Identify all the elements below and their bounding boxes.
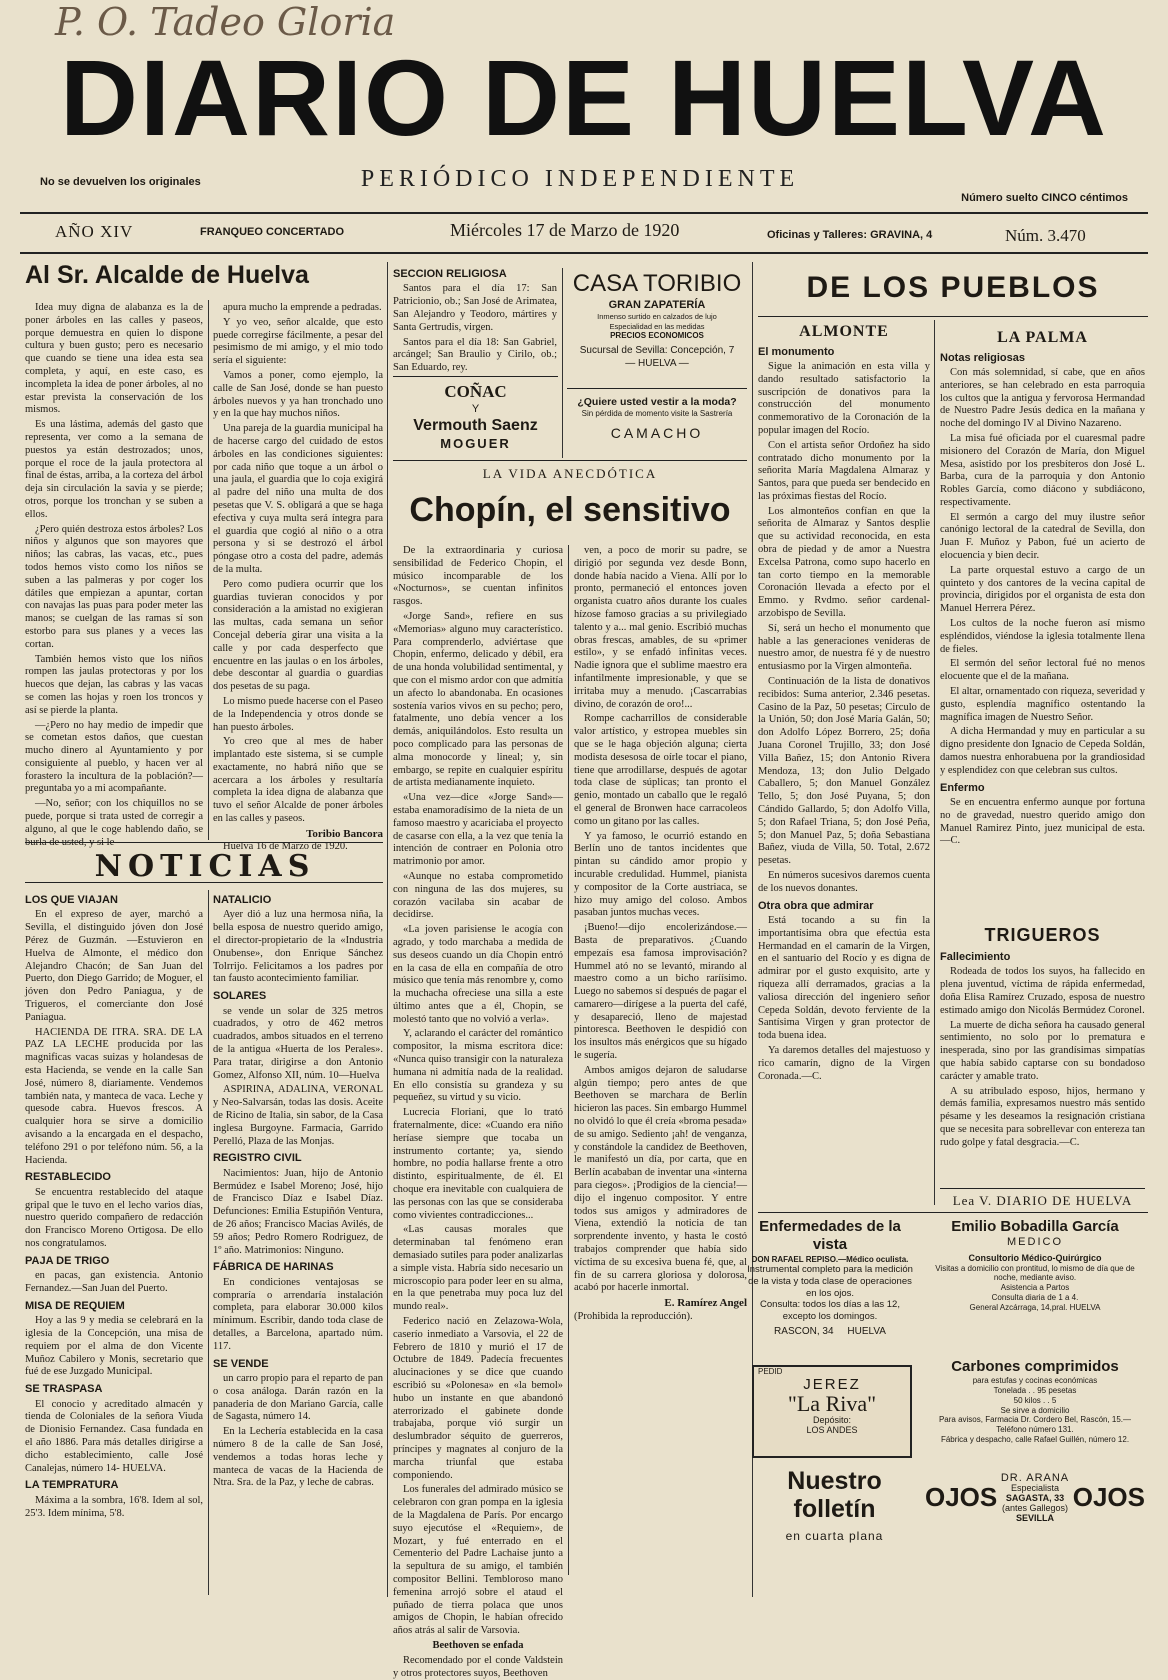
conac-ad (393, 382, 558, 454)
religiosa-section (393, 268, 557, 373)
palma-section (940, 328, 1145, 928)
arana-center (1001, 1472, 1069, 1524)
paragraph: El sermón a cargo del muy ilustre señor canónigo lectoral de la catedral de Sevilla, don Juan F. Muñoz y Pabon, fué un acierto de elocuencia y bien decir. (940, 511, 1145, 562)
carbones-line1: para estufas y cocinas económicas (972, 1376, 1098, 1386)
vista-ad (745, 1218, 915, 1358)
news-text: En la Lechería establecida en la casa número 8 de la calle de San José, vendemos a todas horas leche y manteca de vacas de la Hacienda de Ntra. Sra. de la Paz, y leche de cabras. (213, 1426, 383, 1489)
alcalde-col1 (25, 302, 203, 848)
paragraph: «La joven parisiense le acogía con agrado, y todo marchaba a medida de sus deseos cuando un día Chopin entró en la casa de ella en compañía de otro músico que tenía más renombre y, como la muchacha ofreciese una silla a este último antes que a él, Chopin, se molestó tanto que no volvió a verla». (393, 924, 563, 1025)
conac-line1: COÑAC (444, 382, 507, 401)
toribio-line1: Inmenso surtido en calzados de lujo (597, 312, 717, 322)
paragraph: Y, aclarando el carácter del romántico compositor, la misma escritora dice: «Nunca quiso transigir con la naturaleza humana ni admitía nada de la realidad. En ello consistía su grandeza y su pequeñez, su virtud y su vicio. (393, 1028, 563, 1104)
camacho-ad (567, 396, 747, 456)
chopin-signature: E. Ramírez Angel (664, 1297, 747, 1310)
noticias-col2 (213, 890, 383, 1595)
toribio-line3: PRECIOS ECONOMICOS (610, 330, 704, 340)
paragraph: Yo creo que al mes de haber implantado este sistema, si se cumple exactamente, no habrá niño que se acercara a los árboles y resultaría completa la idea digna de alabanza que tuvo el señor Alcalde de poner árboles en las calles y paseos. (213, 736, 383, 825)
news-heading: REGISTRO CIVIL (213, 1152, 302, 1165)
conac-line4: MOGUER (440, 435, 511, 451)
bobadilla-line5: General Azcárraga, 14,pral. HUELVA (969, 1302, 1101, 1312)
issue-year: AÑO XIV (55, 222, 134, 241)
news-text: Ayer dió a luz una hermosa niña, la bella esposa de nuestro querido amigo, el director-propietario de la «Industria Onubense», don Enrique Sánchez Tolrrijo. Felicitamos a los padres por tan fausto acontecimiento familiar. (213, 909, 383, 985)
office-address: Oficinas y Talleres: GRAVINA, 4 (767, 229, 933, 241)
news-text: En el expreso de ayer, marchó a Sevilla, el distinguido jóven don José Pérez de Guzmán. —Estuvieron en Huelva de Almonte, el médico don Alejandro Chacón; de San Juan del Puerto, don Diego Garrido; de Moguer, el jóven don Pedro Paniagua, y de Trigueros, el comerciante don José Paniagua. (25, 909, 203, 1023)
carbones-line2: Tonelada . . 95 pesetas (993, 1386, 1077, 1396)
news-heading: PAJA DE TRIGO (25, 1254, 110, 1267)
trigueros-subtitle: Fallecimiento (940, 950, 1011, 963)
noticias-rule-top (25, 842, 383, 843)
chopin-repro-note: (Prohibida la reproducción). (574, 1310, 693, 1322)
paragraph: Rompe cacharrillos de considerable valor artístico, y estropea muebles sin que se le haga objeción alguna; cierta modista desesosa de oírle tocar el piano, tiene que arrodillarse, después de agotar toda clase de súplicas; tan pronto el genio, montado un caballo que le regaló el general de Bronwen hace carracoleos como un gitano por las calles. (574, 713, 747, 827)
paragraph: ¿Pero quién destroza estos árboles? Los niños y algunos que son mayores que niños; las cabras, las vacas, etc., pues todos hemos visto como los niños se suben a las palmeras y por coger los dátiles que empiezan a apuntar, cortan con navajas las puas para poder meter las manos; se cuelgan de las ramas sí son estorbo para sus planes y a veces las cortan. (25, 523, 203, 650)
newspaper-title: DIARIO DE HUELVA (59, 37, 1109, 158)
column-rule (562, 268, 563, 458)
news-heading: SE VENDE (213, 1357, 269, 1370)
carbones-ad (925, 1358, 1145, 1468)
trigueros-section (940, 925, 1145, 1185)
chopin-kicker: LA VIDA ANECDÓTICA (482, 466, 658, 481)
column-rule (934, 320, 935, 1205)
bobadilla-line1: Consultorio Médico-Quirúrgico (968, 1252, 1102, 1263)
paragraph: A su atribulado esposo, hijos, hermano y demás familia, expresamos nuestro más sentido pésame y les deseamos la resignación cristiana que se necesita para sobrellevar con entereza tan rudo golpe y fatal desgracia.—C. (940, 1085, 1145, 1148)
toribio-line4: Sucursal de Sevilla: Concepción, 7 (579, 345, 735, 357)
paragraph: Lo mismo puede hacerse con el Paseo de la Independencia y otros donde se han puesto árboles. (213, 695, 383, 733)
masthead-rule (20, 212, 1148, 214)
alcalde-title: Al Sr. Alcalde de Huelva (25, 261, 309, 289)
news-heading: FÁBRICA DE HARINAS (213, 1261, 334, 1274)
paragraph: Vamos a poner, como ejemplo, la calle de San José, donde se han puesto árboles nuevos y ya han tronchado uno y en la que hay muchos niños. (213, 369, 383, 420)
toribio-line5: — HUELVA — (625, 357, 689, 369)
paragraph: De la extraordinaria y curiosa sensibilidad de Federico Chopin, el músico incomparable de los «Nocturnos», se cuentan infinitos rasgos. (393, 545, 563, 608)
folletin-sub: en cuarta plana (785, 1529, 884, 1543)
news-heading: SE TRASPASA (25, 1383, 103, 1396)
paragraph: Se en encuentra enfermo aunque por fortuna no de gravedad, nuestro querido amigo don Manuel Ramirez Pinto, juez municipal de esta.—C. (940, 797, 1145, 847)
pueblos-header (758, 270, 1148, 314)
news-text: El conocio y acreditado almacén y tienda de Coloniales de la señora Viuda de Dionisio Fernandez. Casa fundada en el año 1886. Para más detalles dirigirse a dicho establecimiento, calle José Canalejas, número 14- HUELVA. (25, 1398, 203, 1474)
vista-doctor: DON RAFAEL REPISO.—Médico oculista. (751, 1254, 909, 1264)
paragraph: Federico nació en Zelazowa-Wola, caserío inmediato a Varsovia, el 22 de Febrero de 1810 y murió el 17 de Octubre de 1849. Padecía frecuentes alucinaciones y se dice que cuando escribió su «Polonesa» en «la bemol» hubo un instante en que abandonó aterrorizado el gabinete donde trabajaba, porque vió surgir un deslumbrador séquito de guerreros, príncipes y magnates al conjuro de la marcha triunfal que estaba componiendo. (393, 1316, 563, 1481)
paragraph: Pero como pudiera ocurrir que los guardias tuvieran conocidos y por consideración a la amistad no exigieran las multas, cada semana un señor Concejal debería girar una visita a la calle y por cada desperfecto que encuentre en las jaulas o en los árboles, debe descontar al guardia o guardias dos pesetas de su paga. (213, 578, 383, 693)
section-rule (393, 460, 747, 461)
news-heading: NATALICIO (213, 894, 272, 906)
column-rule (208, 300, 209, 840)
section-rule (940, 1188, 1145, 1189)
carbones-line3: 50 kilos . . 5 (1013, 1395, 1057, 1405)
alcalde-signature: Toribio Bancora (306, 827, 383, 840)
arana-ojos-right: OJOS (1072, 1481, 1145, 1512)
section-rule (758, 1212, 1148, 1213)
carbones-title: Carbones comprimidos (951, 1358, 1119, 1375)
paragraph: Los almonteños confían en que la señorita de Almaraz y Santos desplie que su actividad reconocida, en esta obra de piedad y de amor a Nuestra Excelsa Patrona, como supo hacerlo en tan corto tiempo en la memorable Coronación llevada a efecto por el Emmo. y Rvdmo. señor cardenal-arzobispo de Sevilla. (758, 505, 930, 620)
news-text: HACIENDA DE ITRA. SRA. DE LA PAZ LA LECHE producida por las magnificas vacas suizas y holandesas de esta Hacienda, se vende en la calle San José, número 8, diariamente. Vendemos también nata, y manteca de vaca. Leche y quesode cabra. Huevos frescos. A cualquier hora se sirve a domicilio avisando a la encargada en el despacho, teléfono 291 o por teléfono núm. 56, a la Hacienda. (25, 1026, 203, 1166)
alcalde-dateline: Huelva 16 de Marzo de 1920. (223, 841, 348, 853)
paragraph: Con más solemnidad, sí cabe, que en años anteriores, se han celebrado en esta parroquia los cultos que la antigua y fervorosa Hermandad de Nuestro Padre Jesús dedica en la mañana y noche del domingo IV al Divino Nazareno. (940, 366, 1145, 430)
vista-title: Enfermedades de la vista (759, 1218, 901, 1254)
vista-address (745, 1326, 915, 1338)
arana-address: SAGASTA, 33 (1005, 1492, 1065, 1503)
paragraph: ¡Bueno!—dijo encolerizándose.—Basta de preparativos. ¿Cuando empezaís esa famosa improvisación? Hummel ató no se levantó, mirando al maestro como a un bicho raríísimo. Luego no sabemos sí después de pagar el camarero—dirígese a la puerta del café, y desapareció, lleno de majestad pintoresca. Beethoven le despidió con los insultos más enérgicos que su hígado le sugería. (574, 922, 747, 1062)
jerez-pedid: PEDID (758, 1367, 783, 1376)
arana-city: SEVILLA (1015, 1512, 1054, 1523)
folletin-title: Nuestro folletín (787, 1467, 882, 1523)
beethoven-heading: Beethoven se enfada (432, 1639, 524, 1651)
carbones-line4: Se sirve a domicilio (1000, 1405, 1070, 1415)
chopin-header (393, 466, 747, 541)
paragraph: —No, señor; con los chiquillos no se puede, porque si trata usted de corregir a alguno, al que le coge hablendo daño, se burla de usted, y si le (25, 798, 203, 848)
paragraph: «Las causas morales que determinaban tal fenómeno eran demasiado sutiles para poder analizarlas a simple vista. Habría sido necesario un microscopio para poder leer en su alma, en la que penetraba muy poca luz del mundo real». (393, 1224, 563, 1313)
noticias-rule-bottom (25, 882, 383, 883)
issue-number: Núm. 3.470 (1005, 226, 1086, 245)
arana-doctor: DR. ARANA (1000, 1472, 1070, 1484)
paragraph: Ambos amigos dejaron de saludarse algún tiempo; pero antes de que Beethoven se marchara de Berlín hicieron las paces. Sin embargo Hummel no olvidó lo que él creía «broma pesada» de su amigo. Sediento ¡ah! de venganza, y constándole la candidez de Beethoven, le manifestó un día, por carta, que en Berlín acababan de inventar una «interna para ciegos». ¡Prodigios de la ciencia!—dijo el ingenuo compositor. Y entre todos sus amigos y admiradores de Viena, extendió la noticia de tan sorprendente invento, y hasta le costó trabajos comprender que había sido víctima de su excesiva buena fé, que, al fin de su carrera gloriosa y dolorosa, acabó por hacerle inmortal. (574, 1064, 747, 1294)
paragraph: La parte orquestal estuvo a cargo de un quinteto y dos cantores de la vecina capital de provincia, dirigidos por el organista de esta don Manuel Herrera Pérez. (940, 564, 1145, 615)
infobar-rule (20, 252, 1148, 254)
column-rule (387, 262, 388, 1597)
vista-street: RASCON, 34 (774, 1326, 834, 1338)
handwritten-note: P. O. Tadeo Gloria (55, 0, 396, 44)
jerez-deposit: Depósito: (812, 1415, 852, 1425)
newspaper-subtitle: PERIÓDICO INDEPENDIENTE (360, 166, 800, 192)
paragraph: ven, a poco de morir su padre, se dirigió por segunda vez desde Bonn, donde había nacido a Viena. Allí por lo pronto, permaneció el entonces joven organista cuatro años durante los cuales hízose famoso gracias a su privilegiado talento y a... mal genio. Escribió muchas obras frescas, amables, de su «primer estilo», y se enfadó infinitas veces. Nadie ignora que el sublime maestro era infantilmente impresionable, y que se irritaba muy a menudo. ¡Cascarrabias divino, de corazón de oro!... (574, 545, 747, 710)
arana-ad (925, 1472, 1145, 1542)
paragraph: Los funerales del admirado músico se celebraron con gran pompa en la iglesia de la Magdalena de París. Por encargo suyo ejecutóse el «Requiem», de Mozart, y fué enterrado en el Cementerio del Padre Lachaise junto a la sepultura de su amigo, el también compositor Bellini. Tembloroso mano femenina arrojó sobre el ataud el puñado de tierra polaca que unos amigos de Chopin, le habían ofrecido años atrás al salir de Varsovia. (393, 1484, 563, 1637)
news-text: Hoy a las 9 y media se celebrará en la iglesia de la Concepción, una misa de requiem por el alma de don Vicente Muñoz Cabilero y Monis, secretario que fué de ese Juzgado Municipal. (25, 1315, 203, 1378)
news-text: un carro propio para el reparto de pan o cosa análoga. Darán razón en la panaderia de don Mariano García, calle de Sagasta, número 14. (213, 1372, 383, 1423)
camacho-name: CAMACHO (610, 424, 704, 441)
vista-city: HUELVA (847, 1326, 886, 1338)
paragraph: Sigue la animación en esta villa y dando resultado satisfactorio la suscripción de donativos para la construcción del monumento conmemorativo de la Coronación de la popular imagen del Rocío. (758, 360, 930, 436)
news-heading: MISA DE REQUIEM (25, 1299, 125, 1312)
toribio-name: CASA TORIBIO (572, 270, 742, 297)
news-text: Nacimientos: Juan, hijo de Antonio Bermúdez e Isabel Moreno; José, hijo de Francisco Díaz e Isabel Díaz. Defunciones: Emilia Estupiñón Ventura, de 26 años; Francisco Macias Avilés, de 59 años; Pedro Romero Rodriguez, de 1º año. Matrimonios: Ninguno. (213, 1167, 383, 1256)
chopin-col1 (393, 545, 563, 1679)
almonte-section (758, 322, 930, 1182)
news-text: Máxima a la sombra, 16'8. Idem al sol, 25'3. Idem mínima, 5'8. (25, 1494, 203, 1519)
paragraph: Es una lástima, además del gasto que representa, ver como a la semana de puestos ya están destrozados; unos, porque el roce de la jaula protectora al final de éstas, arriba, a la corteza del árbol deja sin circulación la savia y se pierde; otros, porque los tronchan y se suben a ellos. (25, 419, 203, 520)
section-rule (567, 388, 747, 389)
almonte-subtitle: El monumento (758, 345, 835, 358)
paragraph: —¿Pero no hay medio de impedir que se cometan estos daños, que cuestan mucho dinero al Ayuntamiento y por consiguiente al pueblo, y hacen ver al forastero la incultura de la población?—preguntaba yo a mi acompañante. (25, 719, 203, 795)
alcalde-article (25, 262, 380, 296)
toribio-line2: Especialidad en las medidas (609, 321, 705, 331)
bobadilla-role: MEDICO (1007, 1236, 1063, 1249)
postage-note: FRANQUEO CONCERTADO (200, 226, 345, 238)
toribio-ad (567, 272, 747, 382)
paragraph: La misa fué oficiada por el cuaresmal padre misionero del Corazón de María, don Miguel Mesa, asistido por los presbíteros don José L. Barba, cura de la parroquia y don Antonio Robles García, como diácono y subdiácono, respectivamente. (940, 432, 1145, 508)
almonte-title: ALMONTE (799, 323, 889, 340)
column-rule (568, 545, 569, 1575)
palma-subtitle-2: Enfermo (940, 781, 985, 794)
news-text: en pacas, gan existencia. Antonio Fernandez.—San Juan del Puerto. (25, 1270, 203, 1294)
bobadilla-name: Emilio Bobadilla García (951, 1218, 1119, 1235)
news-heading: RESTABLECIDO (25, 1171, 111, 1184)
trigueros-title: TRIGUEROS (984, 925, 1101, 945)
news-heading: SOLARES (213, 990, 267, 1003)
paragraph: «Aunque no estaba comprometido con ninguna de las dos mujeres, su corazón vacilaba sin acabar de decidirse. (393, 870, 563, 921)
news-text: Se encuentra restablecido del ataque gripal que le tuvo en el lecho varios días, nuestro querido compañero de redacción don Francisco Moreno Ortigosa. De ello nos congratulamos. (25, 1186, 203, 1249)
lea-banner: Lea V. DIARIO DE HUELVA (952, 1193, 1133, 1208)
conac-line2: Y (471, 402, 480, 415)
paragraph: La muerte de dicha señora ha causado general sentimiento, no solo por lo prematura e inesperada, sino por las grandísimas simpatías que había sabido captarse con su bondadoso carácter y amable trato. (940, 1019, 1145, 1082)
pueblos-title: DE LOS PUEBLOS (806, 271, 1100, 304)
palma-subtitle: Notas religiosas (940, 351, 1025, 364)
camacho-question: ¿Quiere usted vestir a la moda? (577, 396, 737, 408)
bobadilla-ad (925, 1218, 1145, 1353)
paragraph: Una pareja de la guardia municipal ha de hacerse cargo del cuidado de estos árboles en las condiciones siguientes: por cada niño que toque a un árbol o una jaula, el guardia que lo coja exigirá al padre del niño una multa de dos pesetas que V. S. obligará a que se haga efectiva y cuya multa será íntegra para el guardia que cogió al niño o a otra persona y si se destrozó el árbol póngase otro a costa del padre, además de la multa. (213, 423, 383, 575)
masthead-right-note: Número suelto CINCO céntimos (961, 192, 1128, 204)
conac-line3: Vermouth Saenz (413, 417, 538, 435)
news-text: ASPIRINA, ADALINA, VERONAL y Neo-Salvarsán, todas las dosis. Aceite de Ricino de Italia, sin sabor, de la Casa inglesa Burgoyne. Farmacia, Garrido Perelló, Plaza de las Monjas. (213, 1084, 383, 1147)
paragraph: El sermón del señor lectoral fué no menos elocuente que el de la mañana. (940, 658, 1145, 683)
jerez-place: LOS ANDES (806, 1425, 858, 1435)
carbones-line6: Fábrica y despacho, calle Rafael Guillén, número 12. (940, 1434, 1130, 1444)
section-rule (393, 376, 558, 377)
paragraph: Y ya famoso, le ocurrió estando en Berlín uno de tantos incidentes que pintan su cándido amor propio y incurable credulidad. Hummel, pianista y compositor de la Corte austriaca, se hizo muy amigo del coloso. Ambos pasaban juntos muchas veces. (574, 830, 747, 919)
bobadilla-line4: Consulta diaria de 1 a 4. (991, 1292, 1079, 1302)
paragraph: Idea muy digna de alabanza es la de poner árboles en las calles y paseos, porque demuestra en quien lo dispone cultura y buen gusto; pero es necesario que cuando se tiene una idea esta sea completa, y aquí, en este caso, es incompleta la idea de poner árboles, al no estar prevista la conservación de los mismos. (25, 302, 203, 416)
paragraph: Con el artista señor Ordoñez ha sido contratado dicho monumento por la señorita María Magdalena Almaraz y Santos, para que pueda ser bendecido en las próximas fiestas del Rocío. (758, 439, 930, 502)
paragraph: «Jorge Sand», refiere en sus «Memorias» alguno muy característico. Para comprenderlo, adviértase que Chopin, enfermo, delicado y débil, era de una honda volubilidad sentimental, y que con el mismo ardor con que admitía un afecto lo abandonaba. En ocasiones sostenía varios vivos en su pecho; pero, fatalmente, uno debía vencer a los demás, aniquilándolos. Esto resulta un poco complicado para las personas de alma monocorde y lineal; y, sin embargo, se repite en cualquier espíritu de artista medianamente inquieto. (393, 610, 563, 789)
palma-title: LA PALMA (997, 329, 1088, 346)
paragraph: Lucrecia Floriani, que lo trató fraternalmente, dice: «Cuando era niño heríase siempre que tocaba un instrumento cortante; ya, siendo hombre, no podía hallarse frente a otro distinto, espiritualmente, de él. El choque era inevitable con cualquiera de las personas con las que se consideraba como vivientes contradicciones... (393, 1107, 563, 1221)
masthead-left-note: No se devuelven los originales (40, 176, 201, 188)
paragraph: El altar, ornamentado con riqueza, severidad y gusto, esplendía magnífico ostentando la magnífica imagen de Nuestro Señor. (940, 686, 1145, 723)
alcalde-col2 (213, 302, 383, 853)
bobadilla-line3: Asistencia a Partos (1000, 1283, 1070, 1293)
paragraph: Rodeada de todos los suyos, ha fallecido en plena juventud, víctima de rápida enfermedad, doña Elisa Ramírez Cruzado, esposa de nuestro estimado amigo don Nicolás Bermúdez Coronel. (940, 966, 1145, 1016)
arana-row (925, 1472, 1145, 1524)
arana-specialist: Especialista (1010, 1483, 1059, 1494)
camacho-line: Sin pérdida de momento visite la Sastrería (581, 408, 733, 418)
section-rule (758, 316, 1148, 317)
folletin-ad (752, 1468, 917, 1548)
column-rule (208, 890, 209, 1595)
bobadilla-line2: Visitas a domicilio con prontitud, lo mismo de día que de noche, mediante aviso. (935, 1263, 1135, 1283)
paragraph: Los cultos de la noche fueron así mismo espléndidos, viéndose la iglesia totalmente llena de fieles. (940, 618, 1145, 655)
paragraph: Está tocando a su fin la importantísima obra que efectúa esta Hermandad en el camarín de la Virgen, en el santuario del Rocío y es digna de admirar por el gusto exquisito, arte y riqueza allí derramados, gracias a la valiosa dirección del ingeniero señor Cepeda Soldán, devoto ferviente de la Santísima Virgen y gran protector de toda buena idea. (758, 915, 930, 1042)
news-text: En condiciones ventajosas se compraría o arrendaría instalación completa, para elaborar 30.000 kilos mínimum. Escribir, dando toda clase de detalles, a Barcelona, apartado núm. 117. (213, 1276, 383, 1352)
vista-line2: Consulta: todos los días a las 12, excepto los domingos. (760, 1299, 900, 1322)
paragraph: A dicha Hermandad y muy en particular a su digno presidente don Ignacio de Cepeda Soldán, damos nuestra enhorabuena por la grandiosidad y esplendidez con que celebran sus cultos. (940, 726, 1145, 776)
noticias-title: NOTICIAS (94, 849, 316, 884)
paragraph: Recomendado por el conde Valdstein y otros protectores suyos, Beethoven (393, 1654, 563, 1679)
paragraph: Continuación de la lista de donativos recibidos: Suma anterior, 2.346 pesetas. Casino de la Paz, 50 pesetas; Circulo de la Unión, 50; don José María Galán, 50; don Adolfo López Borrero, 25; doña Juana Coronel Trujillo, 33; don José Villa Bañez, 15; don Antonio Rivera Mendoza, 13; don Julio Delgado Caballero, 5; don Manuel González Tello, 5; don José Puyana, 5; don Cándido Gallardo, 5; don Adolfo Villa, 5; don Rafael Triana, 5; don José Peña, 5; don Manuel Paz, 5; doña Sebastiana Bañez, viuda de Villa, 50. Total, 2.672 pesetas. (758, 676, 930, 867)
news-heading: LOS QUE VIAJAN (25, 894, 118, 906)
jerez-name: "La Riva" (787, 1391, 877, 1416)
arana-ojos-left: OJOS (925, 1481, 998, 1512)
jerez-jerez: JEREZ (803, 1376, 861, 1393)
paragraph: En números sucesivos daremos cuenta de los nuevos donantes. (758, 870, 930, 894)
paragraph: Ya daremos detalles del majestuoso y rico camarín, digno de la Virgen Coronada.—C. (758, 1044, 930, 1082)
noticias-col1 (25, 890, 203, 1595)
paragraph: Santos para el día 17: San Patricionio, ob.; San José de Arimatea, San Alejandro y Teodoro, mártires y Santa Gertrudis, virgen. (393, 283, 557, 333)
vista-line1: Instrumental completo para la medición de la vista y toda clase de operaciones en los ojos. (747, 1264, 913, 1299)
paragraph: Santos para el día 18: San Gabriel, arcángel; San Braulio y Cirilo, ob.; San Eduardo, rey. (393, 336, 557, 374)
news-text: se vende un solar de 325 metros cuadrados, y otro de 462 metros cuadrados, ambos situados en el terreno de la antigua «Huerta de los Perales». Para tratar, dirigirse a don Antonio Gomez, Alfonso XII, núm. 10—Huelva (213, 1005, 383, 1081)
chopin-col2 (574, 545, 747, 1595)
almonte-subtitle-2: Otra obra que admirar (758, 899, 874, 912)
arana-address-2: (antes Gallegos) (1001, 1502, 1069, 1513)
paragraph: apura mucho la emprende a pedradas. (223, 302, 382, 313)
jerez-ad (752, 1365, 912, 1458)
toribio-sub: GRAN ZAPATERÍA (608, 299, 706, 311)
paragraph: Sí, será un hecho el monumento que hable a las generaciones venideras de nuestro amor, de nuestra fé y de nuestro entusiasmo por la Virgen almonteña. (758, 622, 930, 673)
paragraph: «Una vez—dice «Jorge Sand»—estaba enamoradísimo de la nieta de un famoso maestro y acariciaba el proyecto de casarse con ella, a la vez que tenía la intención de contraer en Polonia otro matrimonio por amor. (393, 792, 563, 868)
paragraph: Y yo veo, señor alcalde, que esto puede corregirse fácilmente, a pesar del pesimismo de mi amigo, y el mio todo sería el siguiente: (213, 316, 383, 367)
religiosa-title: SECCION RELIGIOSA (393, 268, 507, 280)
issue-date: Miércoles 17 de Marzo de 1920 (450, 220, 680, 240)
carbones-line5: Para avisos, Farmacia Dr. Cordero Bel, Rascón, 15.—Teléfono número 131. (938, 1415, 1132, 1435)
paragraph: También hemos visto que los niños rompen las jaulas protectoras y por los huecos que dejan, las cabras y las vacas se comen las hojas y roen los troncos y así se pierde la planta. (25, 653, 203, 716)
news-heading: LA TEMPRATURA (25, 1479, 119, 1492)
chopin-title: Chopín, el sensitivo (409, 490, 731, 529)
